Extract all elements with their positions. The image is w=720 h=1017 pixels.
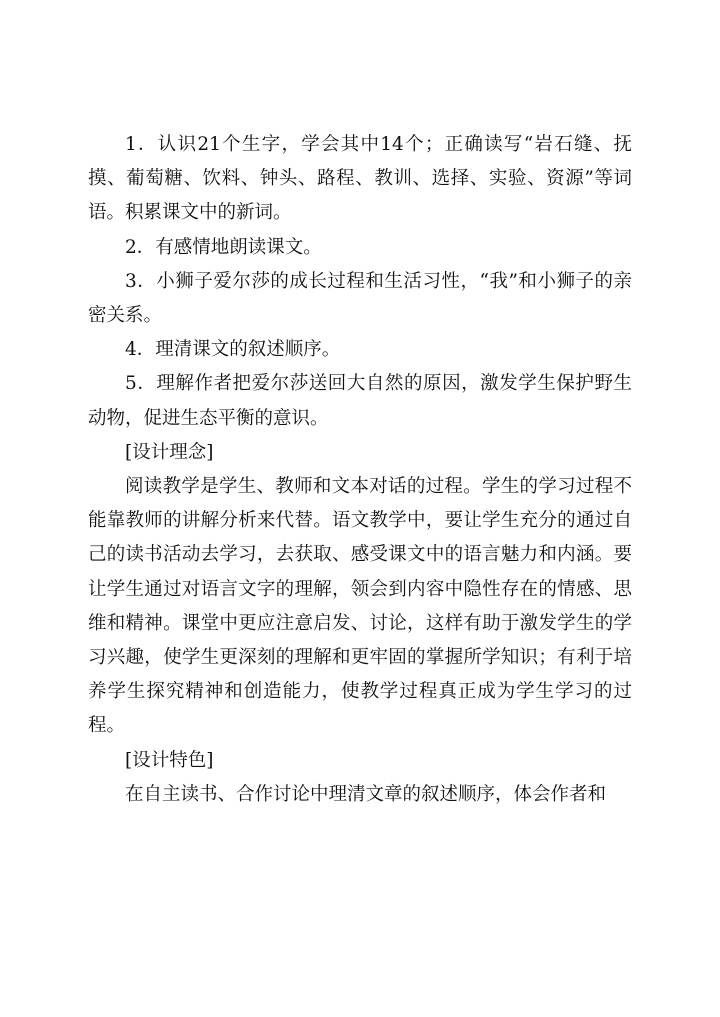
objective-4: 4．理清课文的叙述顺序。 (125, 339, 341, 361)
design-feature-body: 在自主读书、合作讨论中理清文章的叙述顺序，体会作者和 (125, 783, 607, 805)
design-concept-body: 阅读教学是学生、教师和文本对话的过程。学生的学习过程不能靠教师的讲解分析来代替。语文教学中，要让学生充分的通过自己的读书活动去学习，去获取、感受课文中的语言魅力和内涵。要让学生通过对语言文字的理解，领会到内容中隐性存在的情感、思维和精神。课堂中更应注意启发、讨论，这样有助于激发学生的学习兴趣，使学生更深刻的理解和更牢固的掌握所学知识；有利于培养学生探究精神和创造能力，使教学过程真正成为学生学习的过程。 (88, 476, 632, 737)
objective-3: 3．小狮子爱尔莎的成长过程和生活习性，“我”和小狮子的亲密关系。 (88, 270, 632, 327)
design-feature-heading: [设计特色] (125, 749, 214, 771)
design-concept-heading: [设计理念] (125, 441, 214, 463)
objective-5: 5．理解作者把爱尔莎送回大自然的原因，激发学生保护野生动物，促进生态平衡的意识。 (88, 373, 632, 429)
objective-1: 1．认识21个生字，学会其中14个；正确读写“岩石缝、抚摸、葡萄糖、饮料、钟头、路程、教训、选择、实验、资源”等词语。积累课文中的新词。 (88, 134, 632, 224)
objective-2: 2．有感情地朗读课文。 (125, 236, 322, 258)
